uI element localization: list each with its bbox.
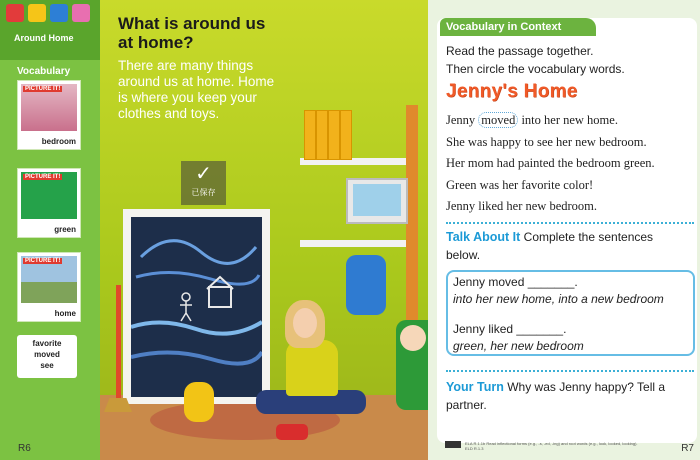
unit-title: Around Home <box>14 33 74 43</box>
sentence-prompt: Jenny liked _______. <box>453 322 567 336</box>
desk-shelf <box>300 240 406 247</box>
sentence-prompt: Jenny moved _______. <box>453 275 578 289</box>
girl-body <box>286 340 338 396</box>
standards-logo-icon <box>445 441 461 448</box>
binder <box>304 110 316 160</box>
sidebar <box>0 0 100 460</box>
toy-bear <box>184 382 214 422</box>
sentence-answer: green, her new bedroom <box>453 339 584 353</box>
story-text: into her new home. <box>518 113 618 127</box>
blue-chair <box>346 255 386 315</box>
your-turn <box>446 378 691 414</box>
standards-text: ELA R.1.1b Read inflectional forms (e.g., -s, -ed, -ing) and root words (e.g., look, looked, looking). ELD R.1.3 <box>465 441 638 451</box>
chalkboard <box>131 217 262 397</box>
picture-it-badge: PICTURE IT! <box>25 174 61 180</box>
word-favorite: favorite <box>32 339 62 348</box>
vocab-word: green <box>54 225 76 234</box>
turn-label: Your Turn <box>446 380 504 394</box>
picture-it-badge: PICTURE IT! <box>25 86 61 92</box>
dotted-divider <box>446 222 694 224</box>
checkmark-icon: ✓ <box>195 163 212 185</box>
decorative-block-icon <box>72 4 90 22</box>
toy-phone <box>276 424 308 440</box>
saved-overlay[interactable] <box>181 161 226 205</box>
story-line: Green was her favorite color! <box>446 177 594 192</box>
sentence-box <box>446 270 695 356</box>
decorative-block-icon <box>6 4 24 22</box>
chalk-drawing <box>131 217 262 397</box>
decorative-block-icon <box>28 4 46 22</box>
story-title: Jenny's Home <box>446 81 578 102</box>
word-see: see <box>40 361 54 370</box>
broom-handle <box>116 285 121 405</box>
story-line: Jenny liked her new bedroom. <box>446 199 598 214</box>
dotted-divider <box>446 370 694 372</box>
story-text: Jenny <box>446 113 479 127</box>
binder <box>340 110 352 160</box>
talk-label: Talk About It <box>446 230 521 244</box>
page-number: R6 <box>18 443 31 454</box>
section-tab: Vocabulary in Context <box>440 18 596 36</box>
vocab-card-bedroom[interactable] <box>17 80 81 150</box>
computer-monitor <box>346 178 408 224</box>
instruction-line: Then circle the vocabulary words. <box>446 62 625 76</box>
sidebar-header <box>0 0 100 60</box>
story-line: Her mom had painted the bedroom green. <box>446 156 655 171</box>
page-number: R7 <box>681 443 694 454</box>
story-passage <box>446 110 696 218</box>
sentence-answer: into her new home, into a new bedroom <box>453 292 664 306</box>
talk-about-it <box>446 228 686 264</box>
picture-it-badge: PICTURE IT! <box>25 258 61 264</box>
vocabulary-heading: Vocabulary <box>17 66 71 77</box>
turn-text: Why was Jenny happy? Tell a partner. <box>446 380 666 412</box>
vocab-card-green[interactable] <box>17 168 81 238</box>
page-heading: What is around us at home? <box>118 14 266 52</box>
right-page <box>428 0 700 460</box>
decorative-block-icon <box>50 4 68 22</box>
saved-label: 已保存 <box>191 188 216 197</box>
vocab-word: bedroom <box>41 137 76 146</box>
story-line <box>446 110 696 132</box>
talk-text: Complete the sentences below. <box>446 230 654 262</box>
instruction-line: Read the passage together. <box>446 44 594 58</box>
word-list-box <box>17 335 77 378</box>
story-line: She was happy to see her new bedroom. <box>446 134 647 149</box>
binder <box>316 110 328 160</box>
intro-text: There are many things around us at home. Home is where you keep your clothes and toys. <box>118 58 275 121</box>
vocab-word: home <box>54 309 76 318</box>
binder <box>328 110 340 160</box>
girl-face <box>293 308 317 338</box>
instructions <box>446 42 686 78</box>
word-moved: moved <box>34 350 60 359</box>
circled-word[interactable]: moved <box>478 112 518 128</box>
toy-clown-face <box>400 325 426 351</box>
vocab-card-home[interactable] <box>17 252 81 322</box>
